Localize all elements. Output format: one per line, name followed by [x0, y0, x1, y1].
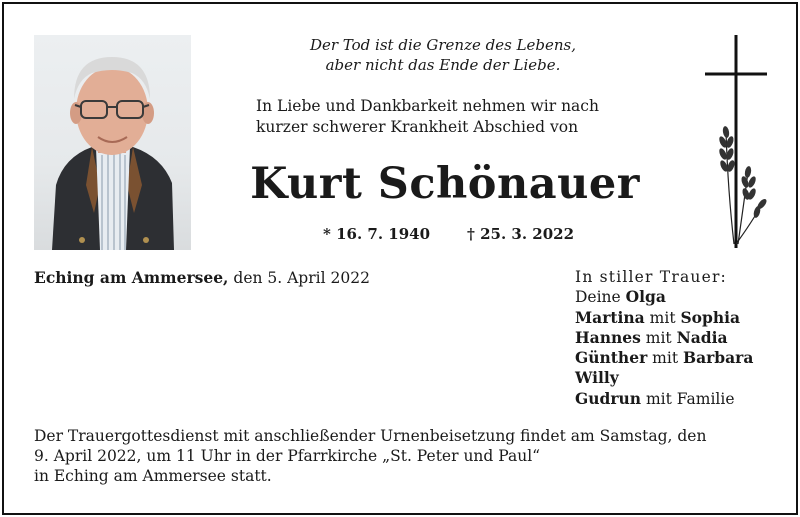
birth-date: * 16. 7. 1940	[323, 225, 431, 243]
service-line: in Eching am Ammersee statt.	[34, 467, 272, 485]
mourner-text: mit	[644, 308, 681, 327]
mourner-line	[575, 287, 785, 307]
mourner-line	[575, 389, 785, 409]
portrait-image	[34, 35, 191, 250]
deceased-name: Kurt Schönauer	[250, 159, 640, 209]
mourner-text: mit Familie	[641, 389, 735, 408]
portrait-photo	[34, 35, 191, 250]
service-line: Der Trauergottesdienst mit anschließender Urnenbeisetzung findet am Samstag, den	[34, 427, 707, 445]
mourner-text: mit	[647, 349, 683, 368]
intro-line: In Liebe und Dankbarkeit nehmen wir nach	[256, 97, 599, 115]
place-name: Eching am Ammersee,	[34, 268, 229, 287]
intro-text	[256, 96, 676, 138]
mourner-line	[575, 348, 785, 368]
mourner-name: Olga	[625, 287, 666, 307]
quote-line: aber nicht das Ende der Liebe.	[325, 56, 561, 74]
mourner-name: Hannes	[575, 327, 641, 347]
memorial-quote	[228, 35, 658, 75]
mourner-name: Gudrun	[575, 388, 642, 408]
notice-date: den 5. April 2022	[228, 269, 370, 287]
mourners-list	[575, 267, 785, 409]
service-info	[34, 426, 754, 486]
mourners-heading: In stiller Trauer:	[575, 268, 727, 286]
mourner-name: Sophia	[680, 307, 741, 327]
mourner-name: Nadia	[676, 327, 728, 347]
mourner-line	[575, 368, 785, 388]
mourner-text: mit	[640, 328, 677, 347]
mourner-name: Günther	[575, 348, 648, 368]
mourner-name: Willy	[575, 368, 619, 388]
death-date: † 25. 3. 2022	[467, 225, 575, 243]
place-and-date	[34, 268, 370, 288]
mourner-text: Deine	[575, 288, 626, 307]
intro-line: kurzer schwerer Krankheit Abschied von	[256, 118, 579, 136]
mourner-name: Barbara	[682, 348, 754, 368]
mourner-line	[575, 308, 785, 328]
service-line: 9. April 2022, um 11 Uhr in der Pfarrkirche „St. Peter und Paul“	[34, 447, 541, 465]
cross-with-wheat-icon	[700, 32, 780, 252]
mourner-name: Martina	[575, 307, 645, 327]
quote-line: Der Tod ist die Grenze des Lebens,	[309, 36, 577, 54]
mourner-line	[575, 328, 785, 348]
